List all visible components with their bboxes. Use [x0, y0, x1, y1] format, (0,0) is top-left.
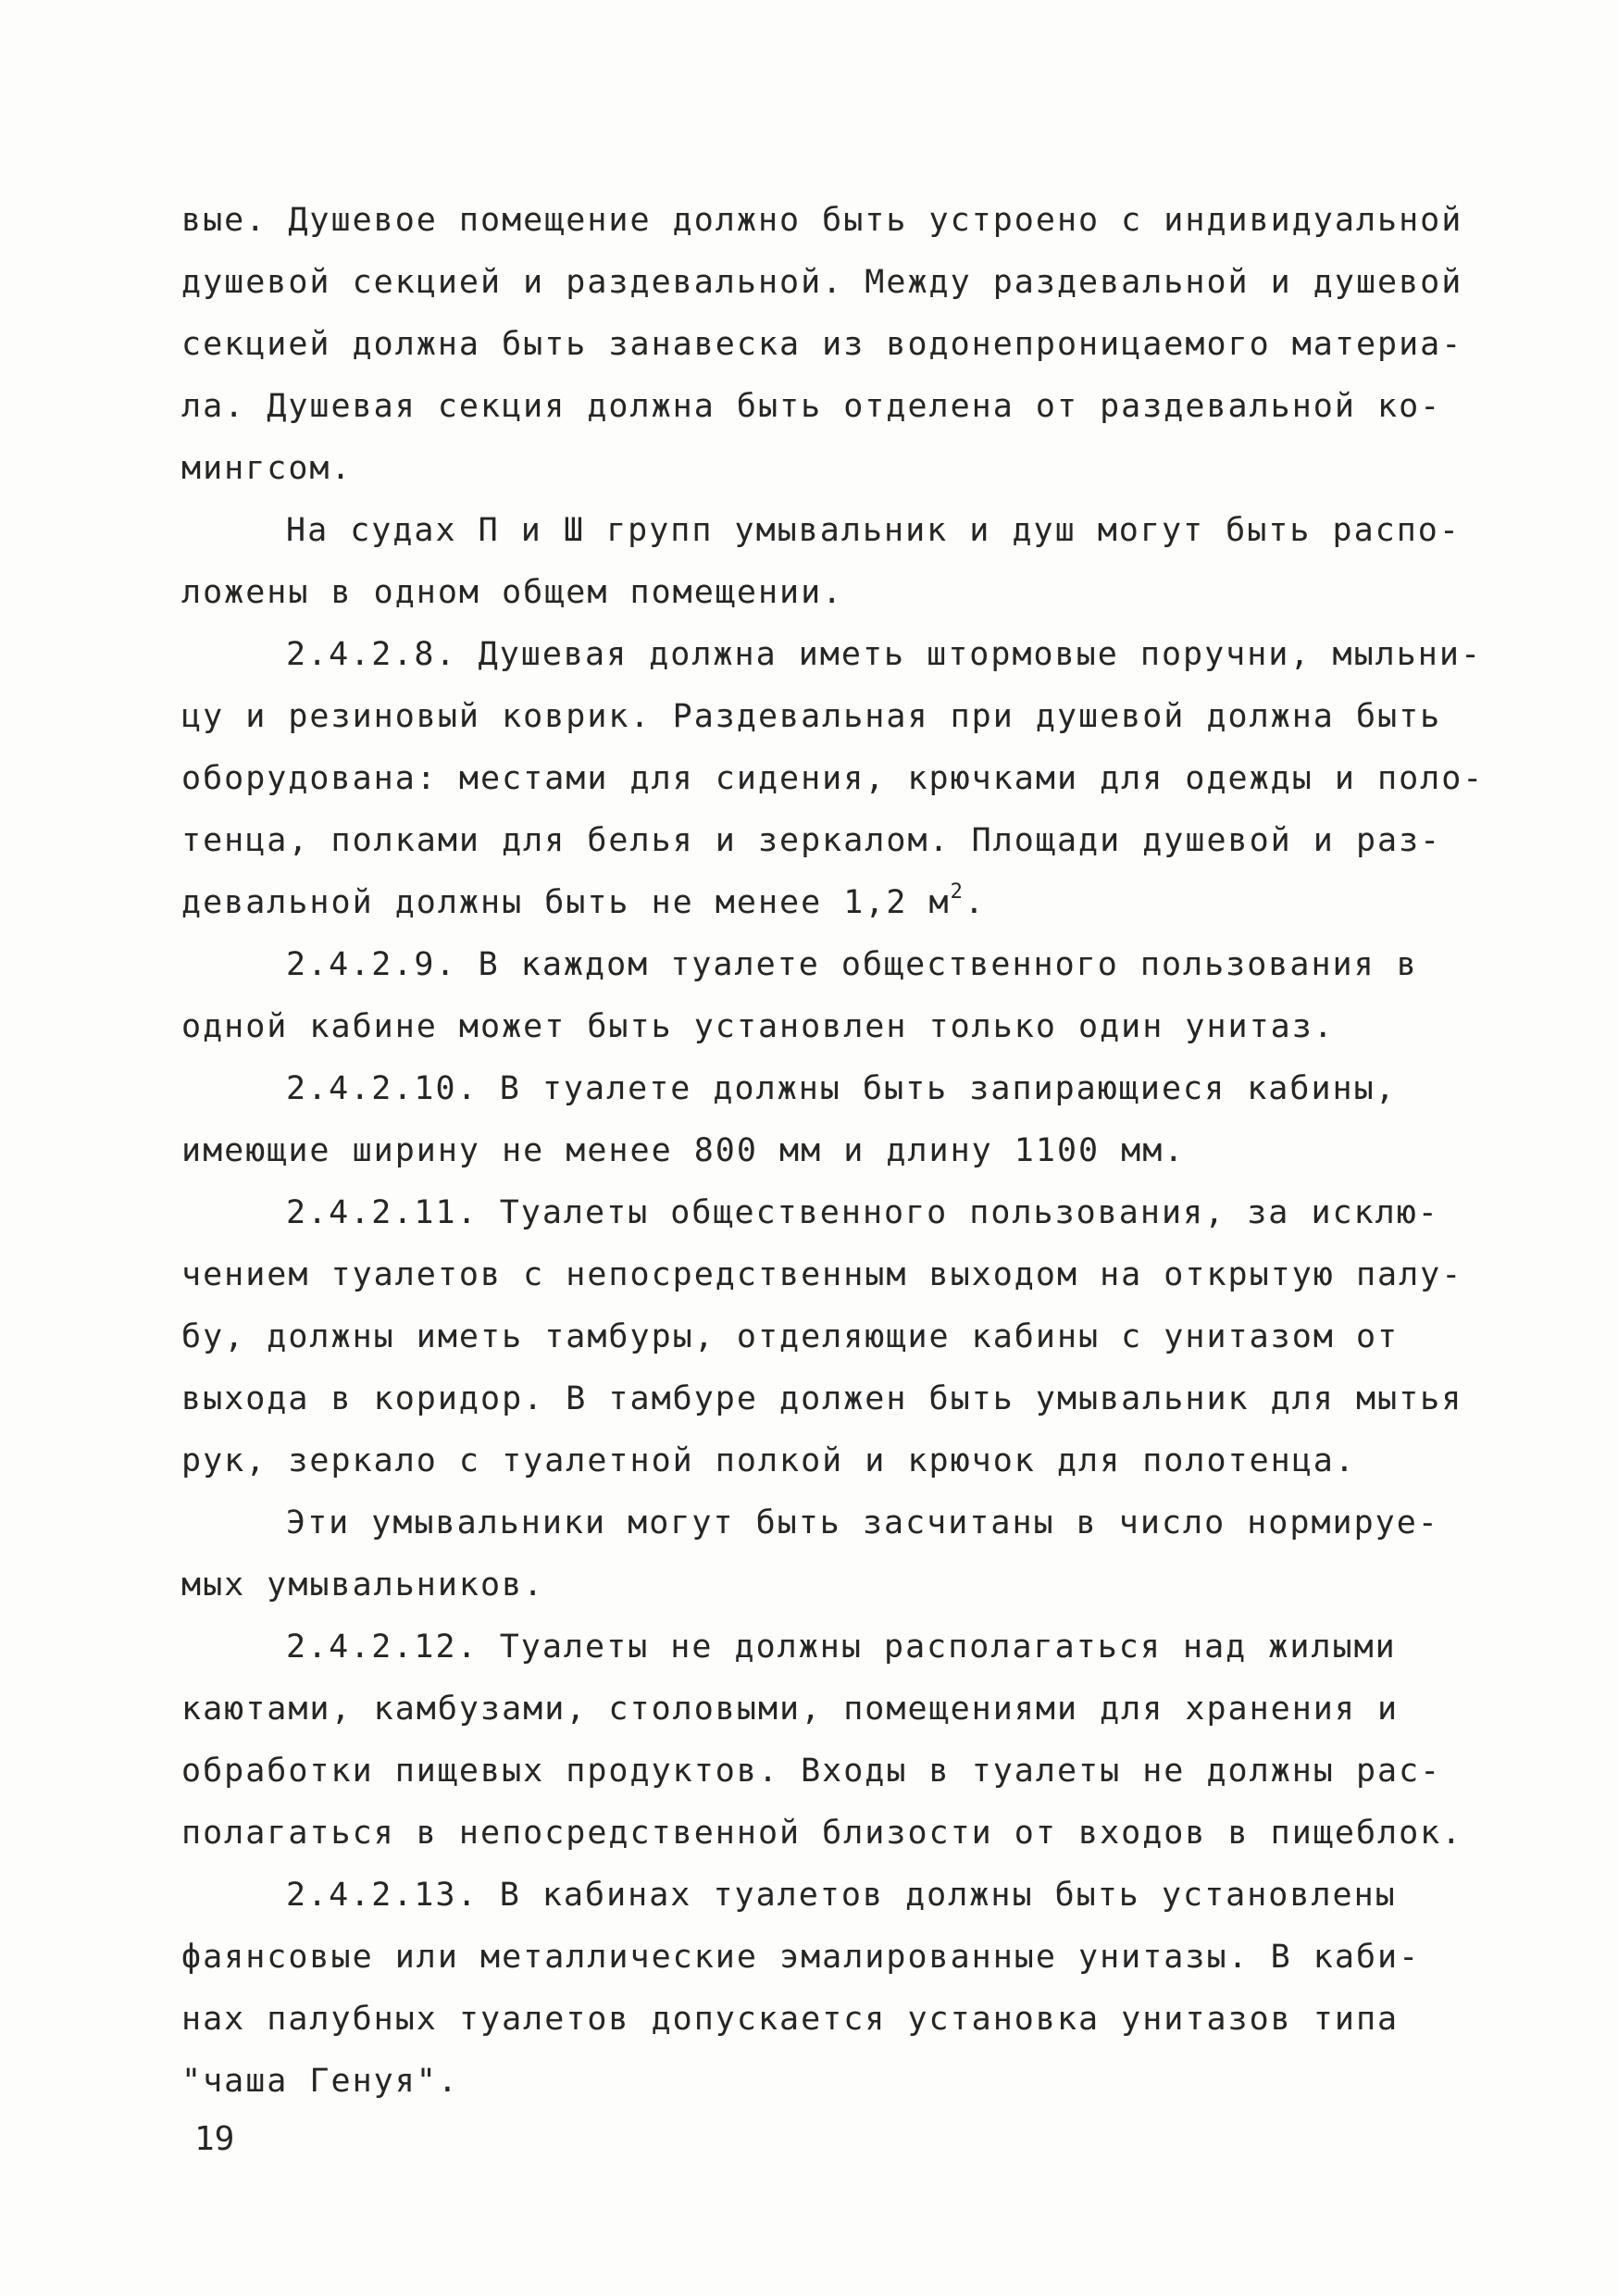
text-line: обработки пищевых продуктов. Входы в туалеты не должны рас- [181, 1753, 1442, 1790]
text-line: одной кабине может быть установлен только один унитаз. [181, 1008, 1335, 1045]
area-text: девальной должны быть не менее 1,2 м [181, 884, 951, 921]
body-text [181, 190, 1485, 2113]
text-line: 2.4.2.10. В туалете должны быть запирающиеся кабины, [286, 1070, 1397, 1107]
text-line: "чаша Генуя". [181, 2063, 459, 2100]
area-tail: . [964, 884, 986, 921]
text-line: бу, должны иметь тамбуры, отделяющие кабины с унитазом от [181, 1318, 1400, 1355]
text-line: На судах П и Ш групп умывальник и душ могут быть распо- [286, 512, 1461, 549]
text-line: 2.4.2.8. Душевая должна иметь штормовые поручни, мыльни- [286, 636, 1483, 673]
text-line: ложены в одном общем помещении. [181, 574, 844, 611]
text-line: каютами, камбузами, столовыми, помещениями для хранения и [181, 1691, 1400, 1728]
area-superscript: 2 [950, 880, 965, 904]
text-line: оборудована: местами для сидения, крючками для одежды и поло- [181, 760, 1485, 797]
text-line: мингсом. [181, 450, 353, 487]
text-line: цу и резиновый коврик. Раздевальная при душевой должна быть [181, 698, 1442, 735]
text-line: выхода в коридор. В тамбуре должен быть умывальник для мытья [181, 1380, 1463, 1417]
text-line: 2.4.2.11. Туалеты общественного пользования, за исклю- [286, 1194, 1439, 1231]
text-line: 2.4.2.12. Туалеты не должны располагаться над жилыми [286, 1628, 1397, 1666]
text-line: рук, зеркало с туалетной полкой и крючок для полотенца. [181, 1442, 1356, 1479]
text-line: душевой секцией и раздевальной. Между раздевальной и душевой [181, 264, 1463, 301]
text-line: 2.4.2.13. В кабинах туалетов должны быть установлены [286, 1877, 1397, 1914]
text-line: Эти умывальники могут быть засчитаны в число нормируе- [286, 1504, 1439, 1541]
text-line: ла. Душевая секция должна быть отделена от раздевальной ко- [181, 388, 1442, 425]
text-line: мых умывальников. [181, 1566, 545, 1603]
text-line: нах палубных туалетов допускается установка унитазов типа [181, 2001, 1400, 2038]
text-line: имеющие ширину не менее 800 мм и длину 1100 мм. [181, 1132, 1186, 1169]
text-line: полагаться в непосредственной близости от входов в пищеблок. [181, 1815, 1463, 1852]
text-line: секцией должна быть занавеска из водонепроницаемого материа- [181, 326, 1463, 363]
text-line: тенца, полками для белья и зеркалом. Площади душевой и раз- [181, 822, 1442, 859]
text-line: фаянсовые или металлические эмалированные унитазы. В каби- [181, 1939, 1421, 1976]
text-line: чением туалетов с непосредственным выходом на открытую палу- [181, 1256, 1463, 1293]
text-line-area [181, 872, 1459, 934]
text-line: вые. Душевое помещение должно быть устроено с индивидуальной [181, 202, 1463, 239]
page-number: 19 [194, 2120, 235, 2158]
text-line: 2.4.2.9. В каждом туалете общественного пользования в [286, 946, 1418, 983]
